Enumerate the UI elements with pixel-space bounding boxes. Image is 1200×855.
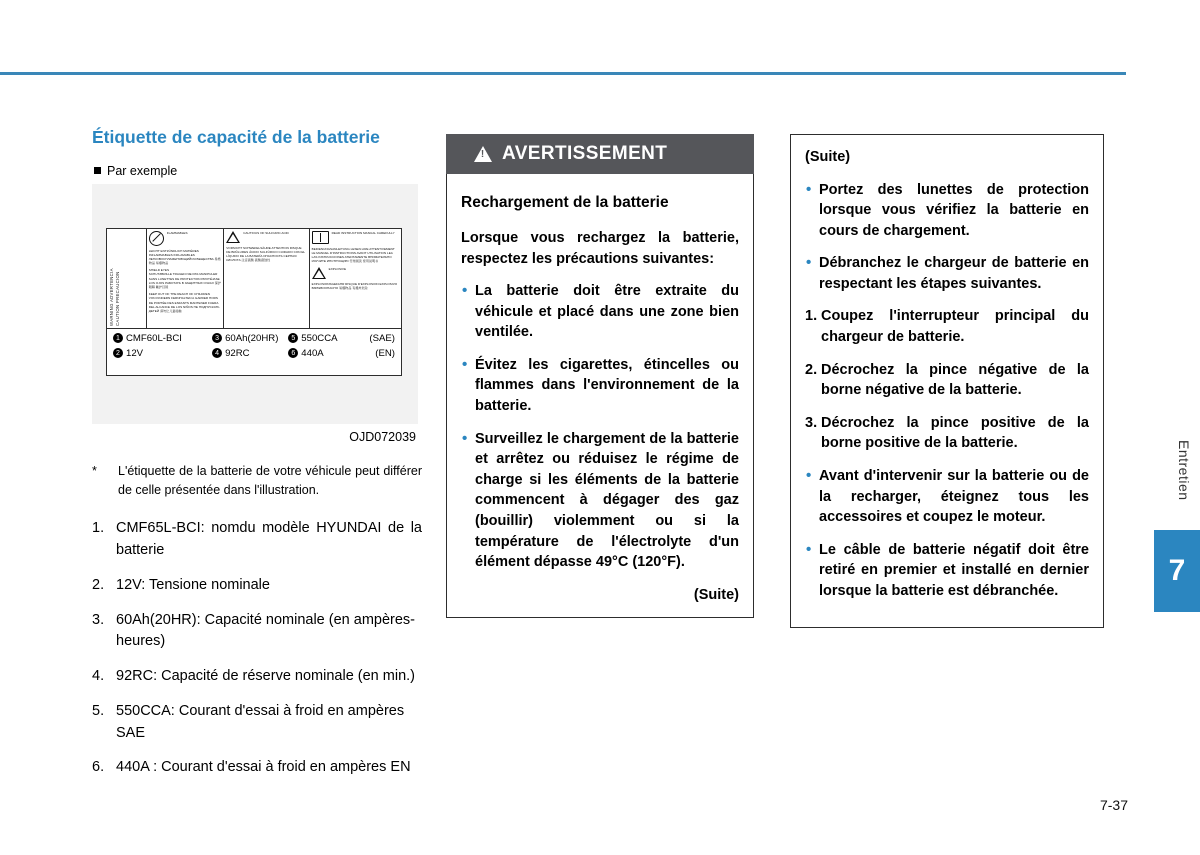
list-item: • Le câble de batterie négatif doit être retiré en premier et installé en dernier lorsque la batterie est débranchée. <box>805 540 1089 602</box>
note-text: L'étiquette de la batterie de votre véhicule peut différer de celle présentée dans l'illustration. <box>118 463 422 497</box>
spec-voltage: 12V <box>126 347 144 359</box>
acid-row <box>226 231 306 243</box>
continued-bullets-after <box>805 466 1089 601</box>
label-spec-row <box>113 348 395 359</box>
label-column-flammables <box>147 229 224 328</box>
manual-book-icon <box>312 231 329 244</box>
example-label: Par exemple <box>107 163 178 178</box>
warning-bullet-list <box>461 281 739 573</box>
list-item: • Évitez les cigarettes, étincelles ou flammes dans l'environnement de la batterie. <box>461 355 739 417</box>
list-item <box>805 413 1089 454</box>
step-number: 2. <box>805 361 818 378</box>
battery-label-warnings <box>107 229 401 329</box>
label-vertical-warnings <box>107 229 147 328</box>
label-column-manual <box>310 229 401 328</box>
list-item-number: 4. <box>92 668 105 685</box>
list-item <box>92 757 422 779</box>
note-star: * <box>92 463 97 478</box>
list-item-text: CMF65L-BCI: nomdu modèle HYUNDAI de la batterie <box>116 520 422 559</box>
list-item: • Surveillez le chargement de la batterie et arrêtez ou réduisez le régime de charge si les éléments de la batterie commencent à dégager des gaz (bouillir) violemment ou si la température de l'électrolyte d'un élément dépasse 49°C (120°F). <box>461 429 739 573</box>
figure-code: OJD072039 <box>349 429 416 444</box>
explosive-title: EXPLOSIVE <box>328 267 347 272</box>
shield-eyes-body: SCHUTZBRILLE TRAGEN NIE PAS MANIPULER SANS LUNETTES DE PROTECTION PROTÉJASE LOS OJOS РАБОТАТЬ В ЗАЩИТНЫХ ОЧКАХ 保护眼睛 戴护目镜 <box>148 272 221 289</box>
continued-column <box>790 134 1104 628</box>
flammables-heading: FLAMMABLES <box>166 230 188 235</box>
spec-bullet-3: 3 <box>212 333 222 343</box>
list-item: • La batterie doit être extraite du véhicule et placé dans une zone bien ventilée. <box>461 281 739 343</box>
step-text: Décrochez la pince négative de la borne négative de la batterie. <box>821 361 1089 399</box>
spec-list <box>92 518 422 779</box>
explosion-triangle-icon <box>312 267 326 279</box>
spec-bullet-5: 5 <box>288 333 298 343</box>
battery-label-figure <box>92 184 418 444</box>
step-number: 1. <box>805 308 818 325</box>
list-item-number: 1. <box>92 520 105 537</box>
spec-reserve: 92RC <box>225 347 250 359</box>
continued-steps <box>805 306 1089 453</box>
spec-standard-en: (EN) <box>375 347 395 359</box>
square-bullet-icon <box>94 167 101 174</box>
chapter-tab-label: Entretien <box>1176 440 1192 501</box>
flammable-row <box>149 231 221 246</box>
manual-title: READ INSTRUCTION MANUAL CAREFULLY <box>331 230 395 235</box>
spec-bullet-6: 6 <box>288 348 298 358</box>
vertical-warning-text: CAUTION PRECAUCION <box>114 271 120 326</box>
list-item-text: 12V: Tensione nominale <box>116 576 270 593</box>
explosive-row <box>312 267 399 279</box>
chapter-tab-number: 7 <box>1154 530 1200 612</box>
spec-model: CMF60L-BCI <box>126 332 182 344</box>
list-item-number: 5. <box>92 702 105 719</box>
manual-body: BEDIENUNGSANLEITUNG LESEN LIRE ATTENTIVEMENT LE MANUEL D'INSTRUCTIONS AVANT UTILISATION LEA LAS INSTRUCCIONES ATENTAMENTE ВНИМАТЕЛЬНО ИЗУЧИТЕ ИНСТРУКЦИЮ 仔细阅读 使用说明书 <box>311 246 395 264</box>
list-item-text: 440A : Courant d'essai à froid en ampères EN <box>116 759 411 776</box>
list-item-number: 3. <box>92 611 105 628</box>
page-title: Étiquette de capacité de la batterie <box>92 127 380 147</box>
list-item-text: 60Ah(20HR): Capacité nominale (en ampères-heures) <box>116 611 416 650</box>
warning-body <box>446 174 754 618</box>
list-item-number: 6. <box>92 759 105 776</box>
step-text: Décrochez la pince positive de la borne positive de la batterie. <box>821 414 1089 452</box>
warning-heading: Rechargement de la batterie <box>461 194 669 211</box>
spec-bullet-1: 1 <box>113 333 123 343</box>
list-item <box>92 575 422 597</box>
list-item: • Portez des lunettes de protection lorsque vous vérifiez la batterie en cours de chargement. <box>805 180 1089 242</box>
battery-label-image <box>106 228 402 376</box>
spec-capacity: 60Ah(20HR) <box>225 332 279 344</box>
warning-column <box>446 134 754 618</box>
list-item <box>92 666 422 688</box>
figure-note <box>92 462 422 501</box>
warning-lead: Lorsque vous rechargez la batterie, respectez les précautions suivantes: <box>461 230 739 267</box>
list-item <box>92 518 422 562</box>
spec-cca: 550CCA <box>301 332 338 344</box>
spec-standard-sae: (SAE) <box>369 332 395 344</box>
no-flame-icon <box>149 231 164 246</box>
battery-label-specs <box>107 329 401 375</box>
manual-row <box>312 231 399 244</box>
label-column-acid <box>224 229 309 328</box>
spec-bullet-2: 2 <box>113 348 123 358</box>
acid-lines: VORSICHT SCHWEFELSÄURE ATTENTION RISQUE DE BRÛLURES ÁCIDO SULFÚRICO CUIDADO CON EL LÍQUIDO DE LA BATERÍA ОПАСНОСТЬ СЕРНАЯ КИСЛОТА 注意硫酸 硫酸腐蚀性 <box>226 245 306 263</box>
label-spec-row <box>113 333 395 344</box>
explosive-body: EXPLOSIONSGEFAHR RISQUE D'EXPLOSION EXPLOSIVO ВЗРЫВООПАСНО 易爆物品 有爆炸危险 <box>311 282 398 291</box>
list-item <box>805 306 1089 347</box>
warning-header-label: AVERTISSEMENT <box>502 143 668 164</box>
example-heading <box>94 164 422 178</box>
left-column <box>92 126 422 792</box>
vertical-caution-text: WARNING ADVERTENCIA <box>109 267 114 326</box>
list-item <box>805 360 1089 401</box>
warning-header <box>446 134 754 174</box>
continuation-marker: (Suite) <box>805 149 851 165</box>
spec-bullet-4: 4 <box>212 348 222 358</box>
list-item-text: 92RC: Capacité de réserve nominale (en min.) <box>116 668 415 685</box>
continuation-marker: (Suite) <box>693 586 739 603</box>
step-text: Coupez l'interrupteur principal du chargeur de batterie. <box>821 308 1089 346</box>
list-item <box>92 610 422 654</box>
list-item <box>92 701 422 745</box>
warning-triangle-icon <box>226 231 240 243</box>
continued-bullets-before <box>805 180 1089 295</box>
acid-heading: CAUTIOUS OF SULFURIC ACID <box>243 230 289 235</box>
list-item: • Débranchez le chargeur de batterie en respectant les étapes suivantes. <box>805 253 1089 294</box>
list-item-number: 2. <box>92 576 105 593</box>
page-number: 7-37 <box>1099 797 1128 813</box>
continued-box <box>790 134 1104 628</box>
warning-triangle-icon <box>474 146 492 162</box>
spec-amps: 440A <box>301 347 324 359</box>
keep-out-children-body: VON KINDERN FERNHALTEN A GARDER HORS DE PORTÉE DES ENFANTS MANTENER FUERA DEL ALCANCE DE LOS NIÑOS НЕ ПОДПУСКАТЬ ДЕТЕЙ 请勿让儿童接触 <box>148 296 220 313</box>
keep-out-children-title: KEEP OUT OF THE REACH OF CHILDREN <box>148 292 210 297</box>
list-item: • Avant d'intervenir sur la batterie ou de la recharger, éteignez tous les accessoires et coupez le moteur. <box>805 466 1089 528</box>
step-number: 3. <box>805 414 818 431</box>
header-rule <box>0 72 1126 75</box>
shield-eyes-title: SHIELD EYES <box>148 268 170 273</box>
flammables-lines: LEICHT ENTZÜNDLICH MATIÈRES INFLAMMABLES INFLAMABLES ЛЕГКОВОСПЛАМЕНЯЮЩИЙСЯ ВЕЩЕСТВА 易燃物品 易爆物品 <box>148 248 221 266</box>
list-item-text: 550CCA: Courant d'essai à froid en ampères SAE <box>116 702 405 741</box>
